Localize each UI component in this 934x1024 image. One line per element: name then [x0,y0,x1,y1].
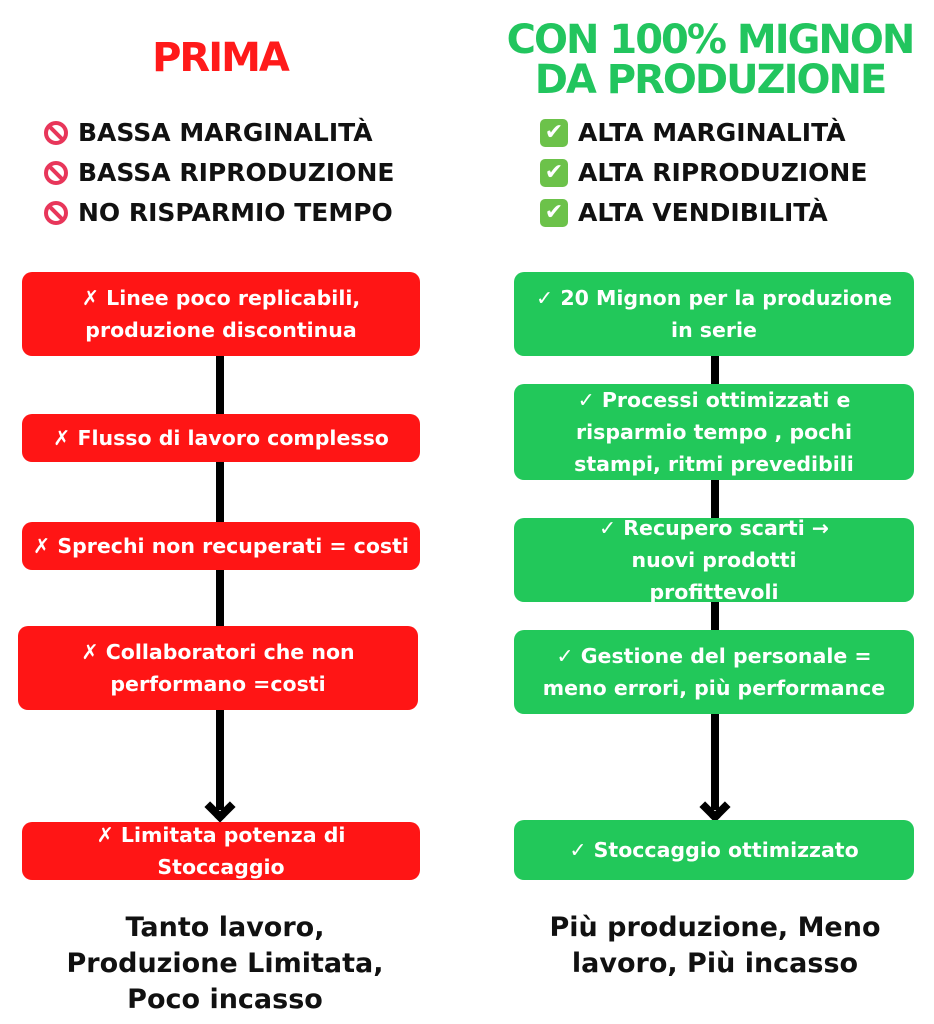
prohibited-icon [44,121,68,145]
left-title: PRIMA [152,35,288,81]
left-criterion [44,193,394,233]
right-criterion [540,113,867,153]
right-step-box [514,630,914,714]
right-step-box [514,518,914,602]
right-step-box [514,384,914,480]
right-title: CON 100% MIGNON DA PRODUZIONE [506,17,914,103]
prohibited-icon [44,201,68,225]
right-step-text: ✓ Processi ottimizzati e risparmio tempo , pochi stampi, ritmi prevedibili [574,388,854,476]
right-criterion-label: ALTA RIPRODUZIONE [578,158,868,187]
left-step-box [22,272,420,356]
left-criterion-label: BASSA RIPRODUZIONE [78,158,395,187]
left-step-box [22,822,420,880]
right-criterion-label: ALTA VENDIBILITÀ [578,198,828,227]
right-step-text: ✓ 20 Mignon per la produzione in serie [536,286,892,342]
right-conclusion: Più produzione, Meno lavoro, Più incasso [549,912,881,979]
check-mark-icon: ✔ [540,119,568,147]
left-step-box [18,626,418,710]
left-criteria-list [44,113,394,233]
right-step-box [514,820,914,880]
left-step-text: ✗ Collaboratori che non performano =costi [81,640,355,696]
left-step-text: ✗ Linee poco replicabili, produzione discontinua [81,286,361,342]
prohibited-icon [44,161,68,185]
right-step-text: ✓ Gestione del personale = meno errori, più performance [542,644,886,700]
right-step-box [514,272,914,356]
left-step-box [22,414,420,462]
left-criterion [44,113,394,153]
left-criterion-label: NO RISPARMIO TEMPO [78,198,393,227]
right-step-text: ✓ Recupero scarti → nuovi prodotti profittevoli [598,516,830,604]
left-step-text: ✗ Sprechi non recuperati = costi [33,534,409,558]
left-step-box [22,522,420,570]
right-arrow-head-icon [699,791,730,822]
check-mark-icon: ✔ [540,199,568,227]
left-step-text: ✗ Limitata potenza di Stoccaggio [96,823,346,879]
right-step-text: ✓ Stoccaggio ottimizzato [569,838,859,862]
left-arrow-head-icon [204,791,235,822]
right-criteria-list [540,113,867,233]
right-criterion-label: ALTA MARGINALITÀ [578,118,846,147]
check-mark-icon: ✔ [540,159,568,187]
left-criterion-label: BASSA MARGINALITÀ [78,118,373,147]
left-criterion [44,153,394,193]
right-criterion [540,193,867,233]
left-conclusion: Tanto lavoro, Produzione Limitata, Poco incasso [66,912,384,1015]
right-criterion [540,153,867,193]
left-step-text: ✗ Flusso di lavoro complesso [53,426,389,450]
